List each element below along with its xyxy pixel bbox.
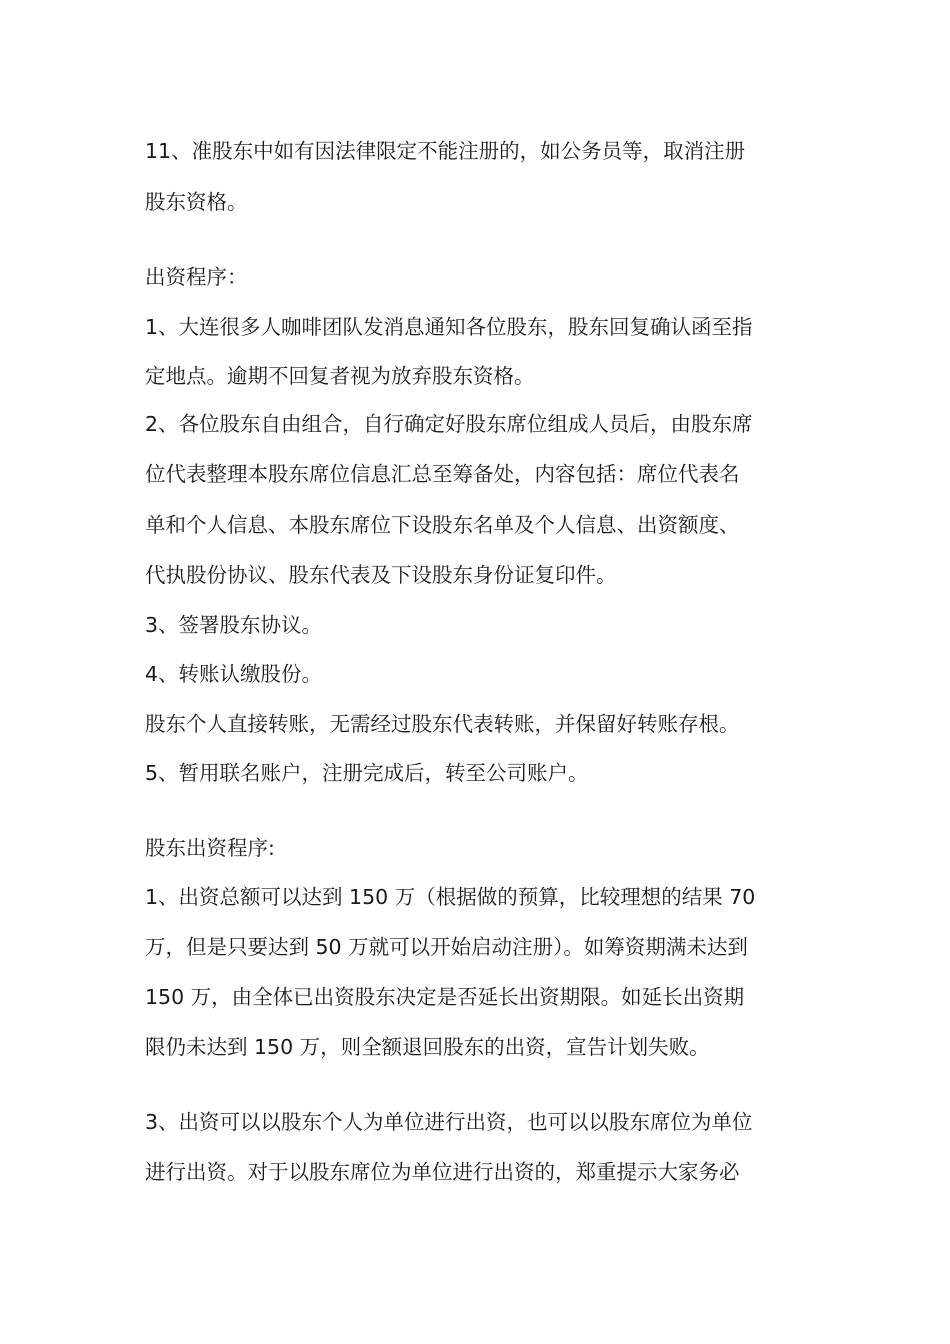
procedure-item-3: 3、签署股东协议。 <box>145 613 323 637</box>
procedure-item-2-line-3: 单和个人信息、本股东席位下设股东名单及个人信息、出资额度、 <box>145 513 740 537</box>
shareholder-procedure-item-1-line-1: 1、出资总额可以达到 150 万（根据做的预算，比较理想的结果 70 <box>145 885 756 909</box>
procedure-item-2-line-2: 位代表整理本股东席位信息汇总至筹备处，内容包括：席位代表名 <box>145 462 740 486</box>
procedure-item-2-line-1: 2、各位股东自由组合，自行确定好股东席位组成人员后，由股东席 <box>145 412 753 436</box>
procedure-item-4: 4、转账认缴股份。 <box>145 662 323 686</box>
procedure-item-1-line-1: 1、大连很多人咖啡团队发消息通知各位股东，股东回复确认函至指 <box>145 315 753 339</box>
shareholder-procedure-item-1-line-4: 限仍未达到 150 万，则全额退回股东的出资，宣告计划失败。 <box>145 1035 710 1059</box>
shareholder-procedure-item-3-line-2: 进行出资。对于以股东席位为单位进行出资的，郑重提示大家务必 <box>145 1160 740 1184</box>
procedure-item-4-note: 股东个人直接转账，无需经过股东代表转账，并保留好转账存根。 <box>145 712 740 736</box>
item-11-line-2: 股东资格。 <box>145 190 248 214</box>
shareholder-procedure-item-1-line-2: 万，但是只要达到 50 万就可以开始启动注册）。如筹资期满未达到 <box>145 935 748 959</box>
procedure-item-2-line-4: 代执股份协议、股东代表及下设股东身份证复印件。 <box>145 563 617 587</box>
procedure-item-5: 5、暂用联名账户，注册完成后，转至公司账户。 <box>145 761 589 785</box>
shareholder-procedure-item-3-line-1: 3、出资可以以股东个人为单位进行出资，也可以以股东席位为单位 <box>145 1110 753 1134</box>
section-heading-capital-procedure: 出资程序： <box>145 265 248 289</box>
procedure-item-1-line-2: 定地点。逾期不回复者视为放弃股东资格。 <box>145 364 535 388</box>
item-11-line-1: 11、准股东中如有因法律限定不能注册的，如公务员等，取消注册 <box>145 139 746 163</box>
shareholder-procedure-item-1-line-3: 150 万，由全体已出资股东决定是否延长出资期限。如延长出资期 <box>145 985 745 1009</box>
section-heading-shareholder-capital-procedure: 股东出资程序: <box>145 836 275 860</box>
